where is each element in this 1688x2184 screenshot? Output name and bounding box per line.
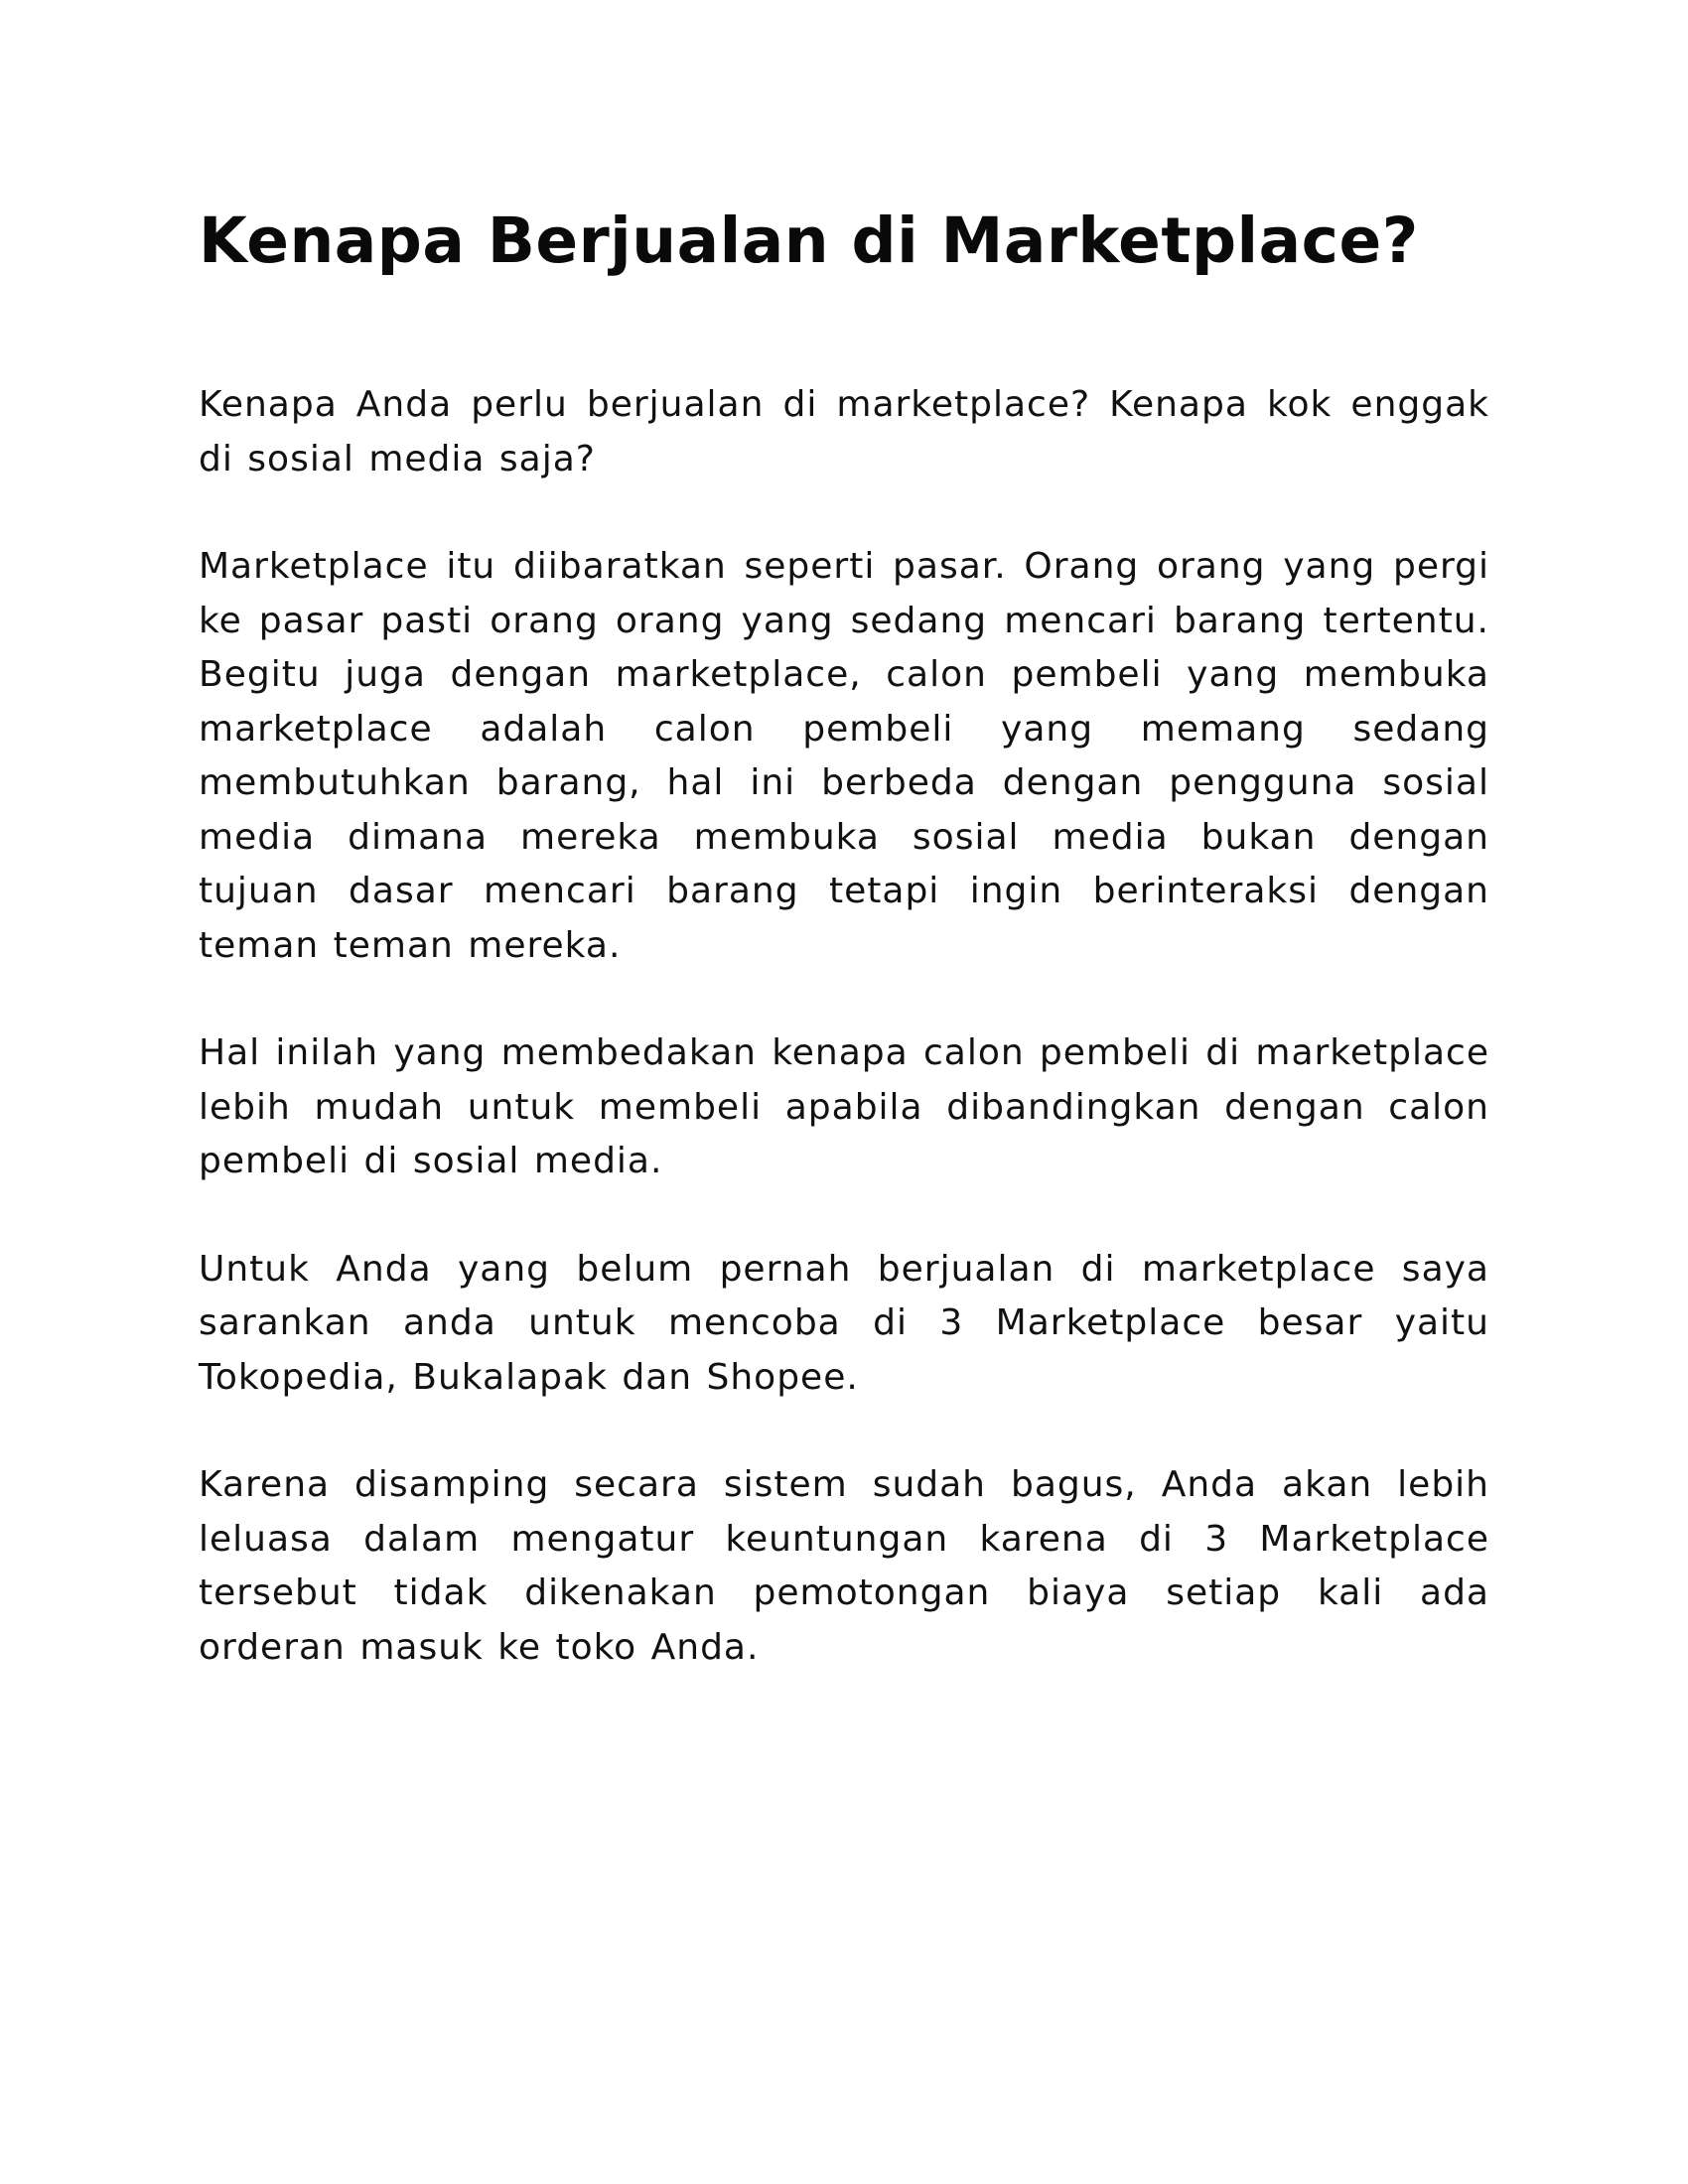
paragraph-intro: Kenapa Anda perlu berjualan di marketplace? Kenapa kok enggak di sosial media saja? xyxy=(199,384,1489,479)
paragraph-difference: Hal inilah yang membedakan kenapa calon pembeli di marketplace lebih mudah untuk membeli apabila dibandingkan dengan calon pembeli di sosial media. xyxy=(199,1032,1489,1181)
paragraph-recommendation: Untuk Anda yang belum pernah berjualan di marketplace saya sarankan anda untuk mencoba di 3 Marketplace besar yaitu Tokopedia, Bukalapak dan Shopee. xyxy=(199,1248,1489,1398)
document-page xyxy=(199,194,1489,1728)
page-title: Kenapa Berjualan di Marketplace? xyxy=(199,205,1419,277)
document-body xyxy=(199,378,1489,1675)
paragraph-marketplace-analogy: Marketplace itu diibaratkan seperti pasar. Orang orang yang pergi ke pasar pasti orang orang yang sedang mencari barang tertentu. Begitu juga dengan marketplace, calon pembeli yang membuka marketplace adalah calon pembeli yang memang sedang membutuhkan barang, hal ini berbeda dengan pengguna sosial media dimana mereka membuka sosial media bukan dengan tujuan dasar mencari barang tetapi ingin berinteraksi dengan teman teman mereka. xyxy=(199,546,1489,966)
paragraph-benefits: Karena disamping secara sistem sudah bagus, Anda akan lebih leluasa dalam mengatur keuntungan karena di 3 Marketplace tersebut tidak dikenakan pemotongan biaya setiap kali ada orderan masuk ke toko Anda. xyxy=(199,1464,1489,1668)
